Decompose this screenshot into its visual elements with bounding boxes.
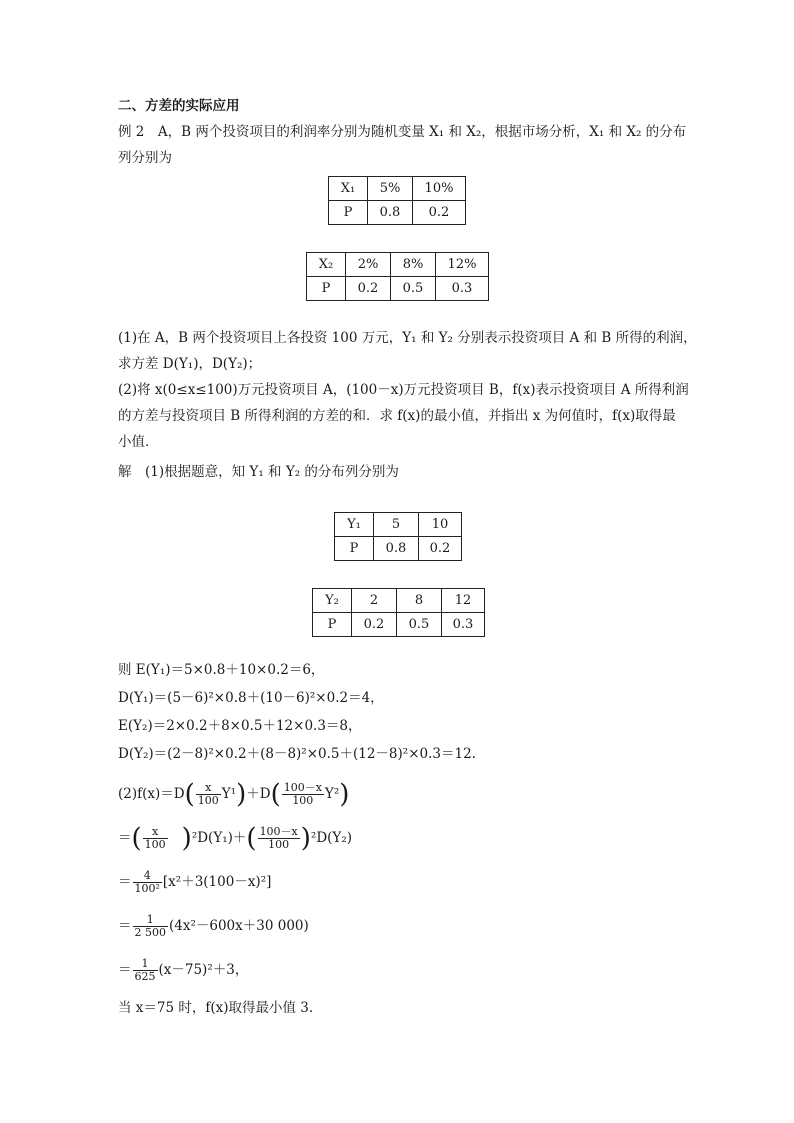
fraction-denominator: 625 (134, 970, 156, 983)
table-y2-cell: 0.3 (442, 613, 485, 637)
table-x2-cell: P (307, 277, 346, 301)
term2-tail: Y² (324, 786, 340, 802)
eq2-start: ＝ (118, 830, 132, 846)
eq4-start: ＝ (118, 918, 132, 934)
table-y2-header-cell: Y₂ (313, 589, 352, 613)
calc-expectation-y2: E(Y₂)＝2×0.2＋8×0.5＋12×0.3＝8， (118, 718, 362, 734)
conclusion: 当 x＝75 时，f(x)取得最小值 3. (118, 1000, 314, 1016)
fraction-4-over-100-squared (133, 870, 162, 895)
question-2-line-3: 小值． (118, 434, 159, 450)
eq4-tail: (4x²－600x＋30 000) (169, 918, 309, 934)
table-y1-cell: P (335, 537, 374, 561)
fraction-denominator: 100 (197, 794, 219, 807)
question-2-line-2: 的方差与投资项目 B 所得利润的方差的和．求 f(x)的最小值，并指出 x 为何值时，f(x)取得最 (118, 408, 676, 424)
table-x1-cell: P (329, 201, 368, 225)
table-x1 (328, 176, 466, 225)
example-line-2: 列分别为 (118, 150, 172, 166)
fraction-1-over-625 (133, 958, 158, 983)
table-y2-header-cell: 12 (442, 589, 485, 613)
part2-equation-4 (118, 914, 309, 939)
fraction-numerator: 100－x (259, 825, 298, 838)
part2-equation-2 (118, 823, 353, 854)
fraction-numerator: 1 (133, 914, 169, 927)
calc-variance-y2: D(Y₂)＝(2－8)²×0.2＋(8－8)²×0.5＋(12－8)²×0.3＝12. (118, 746, 476, 762)
table-x1-cell: 0.2 (413, 201, 466, 225)
right-paren: ) (236, 779, 247, 810)
fraction-denominator: 100 (292, 794, 314, 807)
part2-equation-5 (118, 958, 248, 983)
solution-intro: 解 (1)根据题意，知 Y₁ 和 Y₂ 的分布列分别为 (118, 464, 399, 480)
table-y2 (312, 588, 485, 637)
fraction-denominator: 2 500 (134, 926, 166, 939)
fraction-100-minus-x-over-100 (258, 826, 300, 851)
calc-variance-y1: D(Y₁)＝(5－6)²×0.8＋(10－6)²×0.2＝4， (118, 690, 384, 706)
part2-equation-1 (118, 779, 350, 810)
fraction-numerator: x (143, 826, 168, 839)
table-x2 (306, 252, 489, 301)
eq3-start: ＝ (118, 874, 132, 890)
fraction-100-minus-x-over-100 (282, 782, 324, 807)
fraction-numerator: 4 (133, 870, 162, 883)
section-title: 二、方差的实际应用 (118, 98, 240, 114)
example-line-1: 例 2 A，B 两个投资项目的利润率分别为随机变量 X₁ 和 X₂，根据市场分析，X₁ 和 X₂ 的分布 (118, 124, 687, 140)
table-y1-header-cell: Y₁ (335, 513, 374, 537)
table-x1-header-cell: X₁ (329, 177, 368, 201)
table-x2-cell: 0.5 (391, 277, 436, 301)
left-paren: ( (131, 823, 142, 854)
table-x2-header-cell: X₂ (307, 253, 346, 277)
plus-d: ＋D (246, 786, 271, 802)
eq3-tail: [x²＋3(100－x)²] (162, 874, 272, 890)
table-x2-header-cell: 8% (391, 253, 436, 277)
fraction-1-over-2500 (133, 914, 169, 939)
table-x1-header-cell: 5% (368, 177, 413, 201)
table-x1-cell: 0.8 (368, 201, 413, 225)
table-x2-header-cell: 2% (346, 253, 391, 277)
fraction-numerator: x (196, 782, 221, 795)
table-y2-cell: 0.5 (397, 613, 442, 637)
fraction-denominator: 100² (134, 882, 160, 895)
fraction-denominator: 100 (144, 838, 166, 851)
fraction-numerator: 100－x (283, 781, 322, 794)
part2-equation-3 (118, 870, 271, 895)
question-2-line-1: (2)将 x(0≤x≤100)万元投资项目 A，(100－x)万元投资项目 B，f(x)表示投资项目 A 所得利润 (118, 382, 689, 398)
right-paren: ) (181, 823, 192, 854)
table-x2-header-cell: 12% (436, 253, 489, 277)
table-y1 (334, 512, 462, 561)
table-x2-cell: 0.3 (436, 277, 489, 301)
part2-prefix: (2)f(x)＝D (118, 786, 185, 802)
fraction-x-over-100 (196, 782, 221, 807)
fraction-x-over-100 (143, 826, 168, 851)
question-1-line-2: 求方差 D(Y₁)，D(Y₂)； (118, 356, 262, 372)
table-y2-cell: 0.2 (352, 613, 397, 637)
table-x1-header-cell: 10% (413, 177, 466, 201)
table-y2-cell: P (313, 613, 352, 637)
right-paren: ) (300, 823, 311, 854)
eq5-tail: (x－75)²＋3， (158, 962, 249, 978)
left-paren: ( (270, 779, 281, 810)
term1-tail: Y¹ (221, 786, 237, 802)
table-x2-cell: 0.2 (346, 277, 391, 301)
eq2-tail-1: ²D(Y₁)＋ (191, 830, 247, 846)
table-y1-cell: 0.2 (419, 537, 462, 561)
calc-expectation-y1: 则 E(Y₁)＝5×0.8＋10×0.2＝6， (118, 662, 325, 678)
table-y2-header-cell: 8 (397, 589, 442, 613)
table-y2-header-cell: 2 (352, 589, 397, 613)
eq5-start: ＝ (118, 962, 132, 978)
question-1-line-1: (1)在 A，B 两个投资项目上各投资 100 万元，Y₁ 和 Y₂ 分别表示投资项目 A 和 B 所得的利润， (118, 330, 697, 346)
table-y1-header-cell: 5 (374, 513, 419, 537)
right-paren: ) (339, 779, 350, 810)
fraction-denominator: 100 (268, 838, 290, 851)
eq2-tail-2: ²D(Y₂) (310, 830, 353, 846)
left-paren: ( (246, 823, 257, 854)
left-paren: ( (184, 779, 195, 810)
table-y1-header-cell: 10 (419, 513, 462, 537)
table-y1-cell: 0.8 (374, 537, 419, 561)
fraction-numerator: 1 (133, 958, 158, 971)
